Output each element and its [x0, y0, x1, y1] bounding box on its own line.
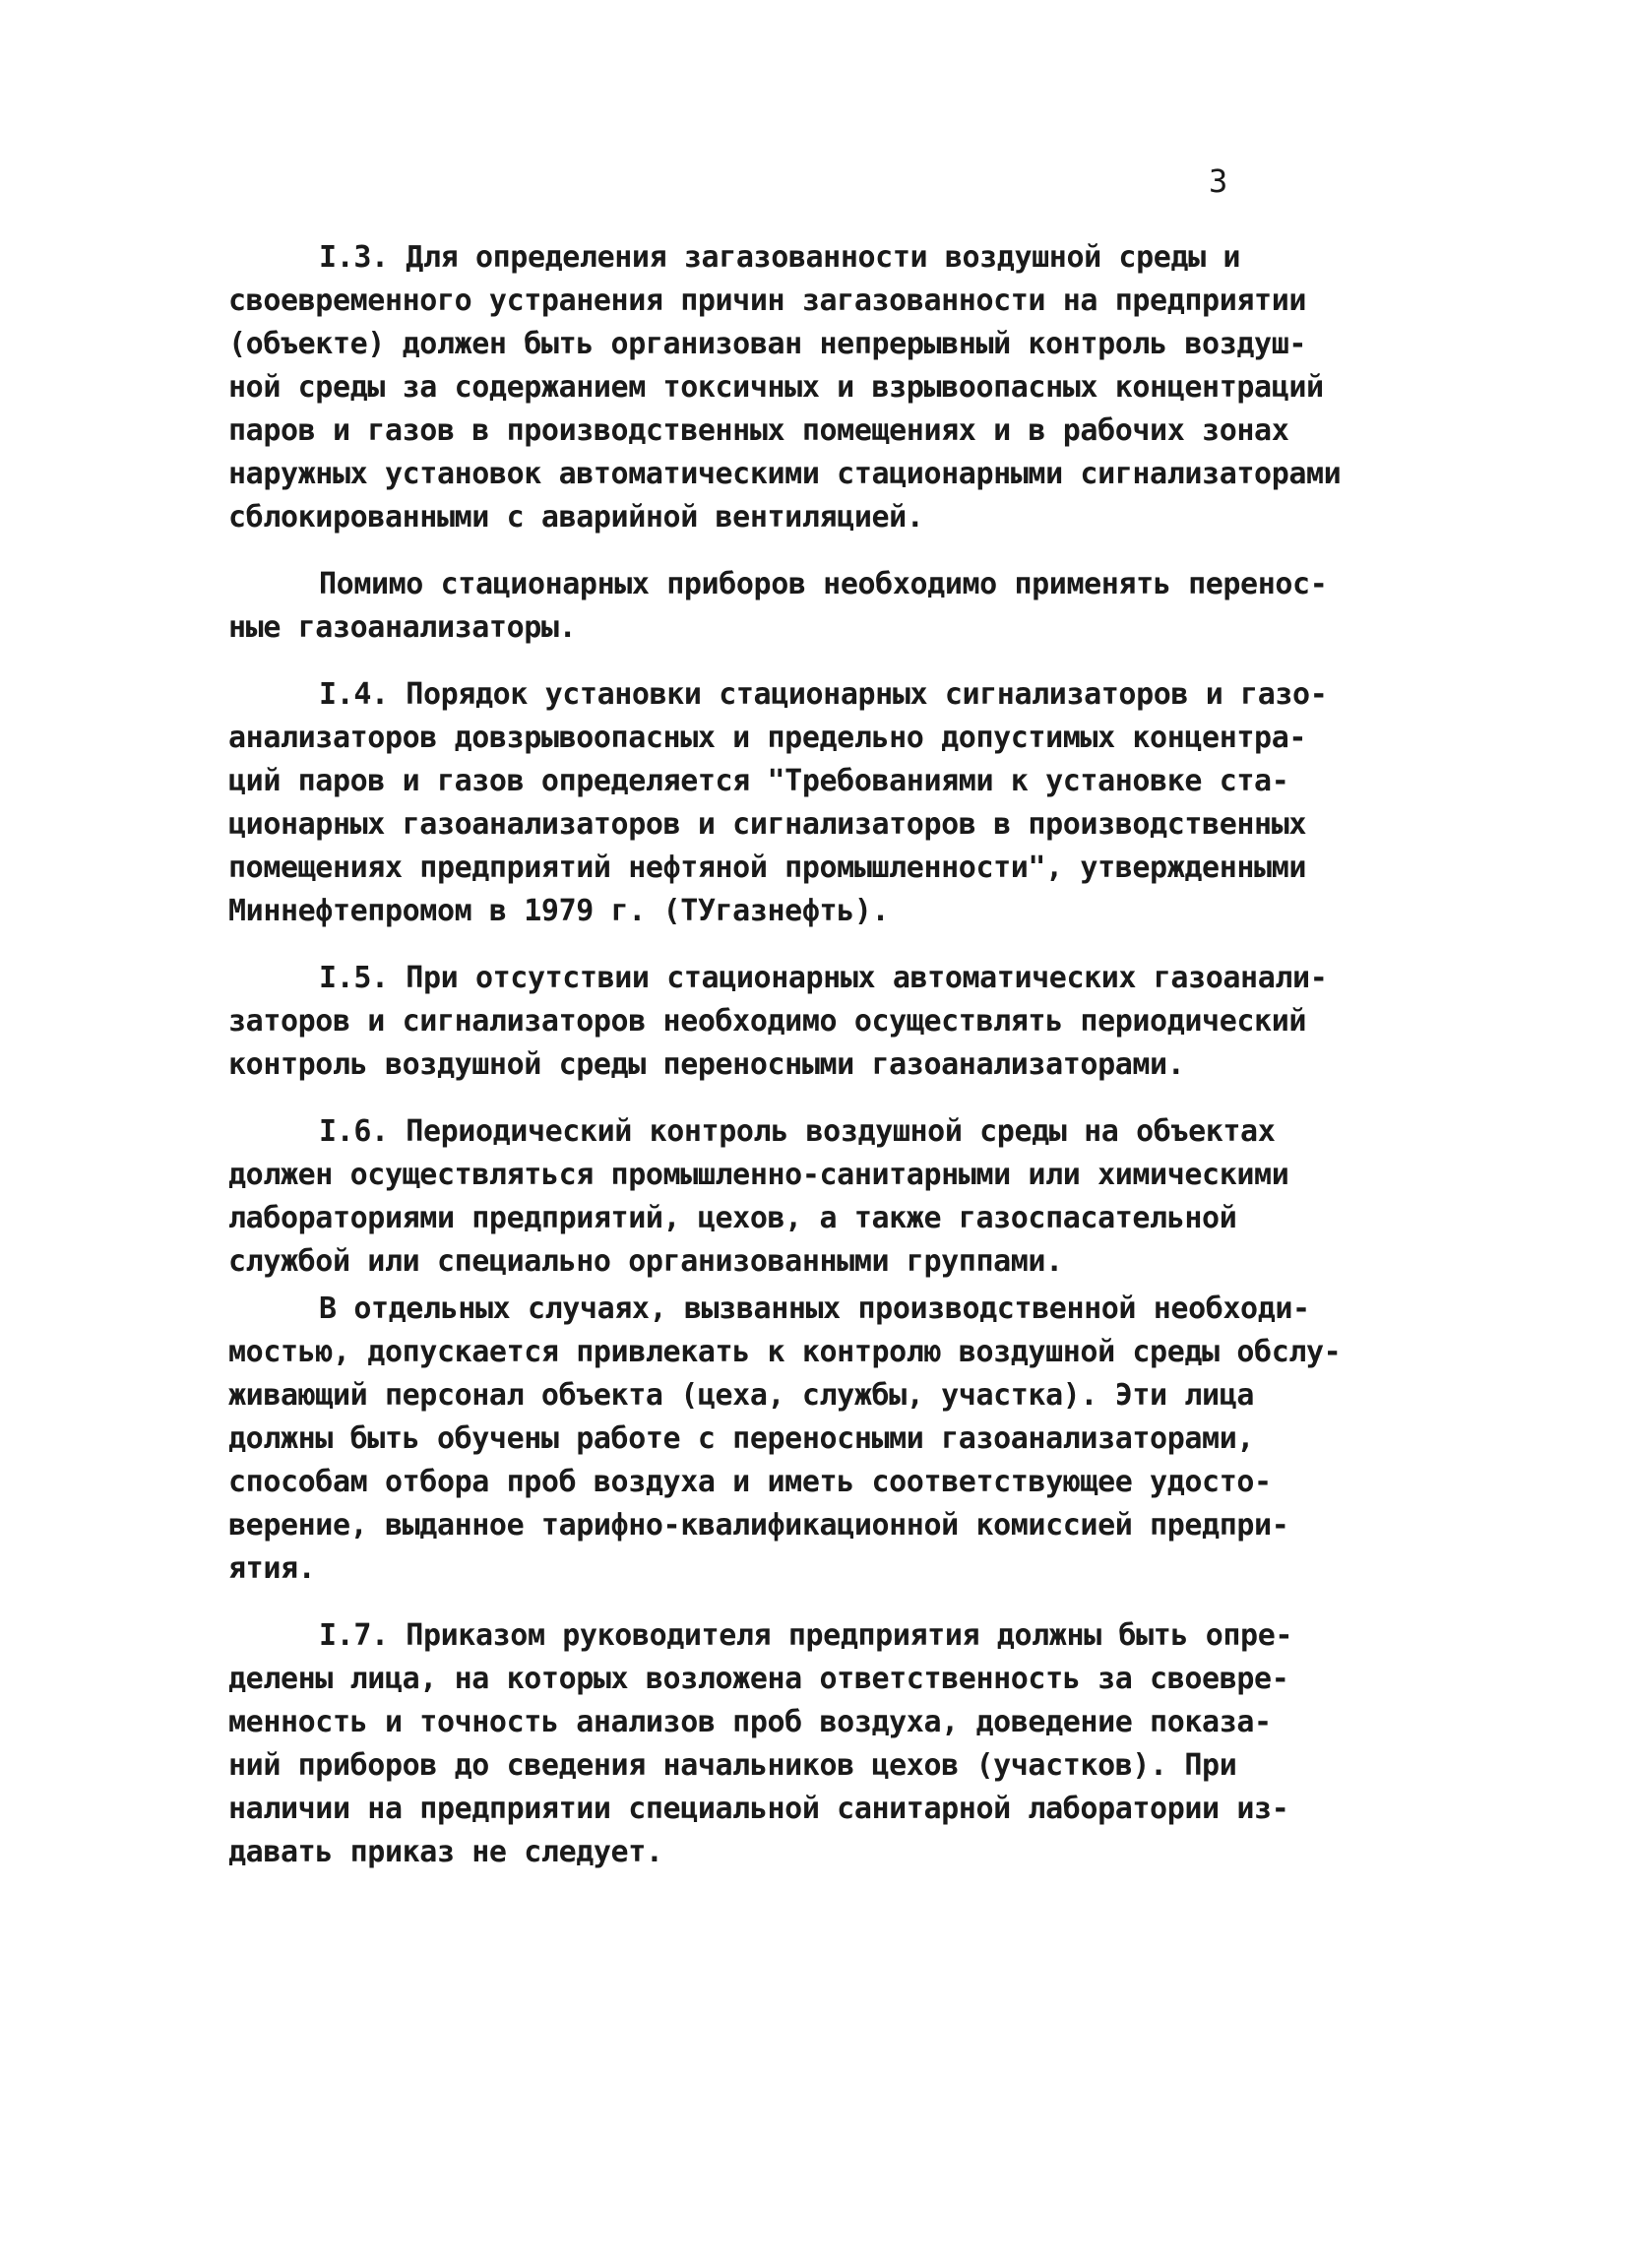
- text-line: наружных установок автоматическими стационарными сигнализаторами: [228, 457, 1342, 491]
- text-line: ционарных газоанализаторов и сигнализаторов в производственных: [228, 807, 1307, 842]
- text-line: I.4. Порядок установки стационарных сигнализаторов и газо-: [319, 677, 1328, 712]
- text-line: давать приказ не следует.: [228, 1835, 663, 1869]
- text-line: службой или специально организованными группами.: [228, 1244, 1063, 1279]
- text-line: должен осуществляться промышленно-санитарными или химическими: [228, 1158, 1289, 1192]
- text-line: Миннефтепромом в 1979 г. (ТУгазнефть).: [228, 894, 890, 928]
- page-number: 3: [1209, 162, 1228, 200]
- text-line: живающий персонал объекта (цеха, службы, участка). Эти лица: [228, 1378, 1255, 1413]
- text-line: I.3. Для определения загазованности воздушной среды и: [319, 240, 1241, 275]
- text-line: анализаторов довзрывоопасных и предельно допустимых концентра-: [228, 721, 1307, 755]
- paragraph-1-6: [228, 1110, 1390, 1284]
- text-line: Помимо стационарных приборов необходимо применять перенос-: [319, 567, 1328, 601]
- text-line: I.6. Периодический контроль воздушной среды на объектах: [319, 1114, 1276, 1149]
- text-line: менность и точность анализов проб воздуха, доведение показа-: [228, 1705, 1272, 1739]
- text-line: ятия.: [228, 1551, 316, 1586]
- text-line: лабораториями предприятий, цехов, а также газоспасательной: [228, 1201, 1237, 1235]
- text-line: помещениях предприятий нефтяной промышленности", утвержденными: [228, 850, 1307, 885]
- text-line: ций паров и газов определяется "Требованиями к установке ста-: [228, 764, 1289, 798]
- text-line: своевременного устранения причин загазованности на предприятии: [228, 284, 1307, 318]
- text-line: ные газоанализаторы.: [228, 610, 577, 645]
- text-line: должны быть обучены работе с переносными газоанализаторами,: [228, 1421, 1255, 1456]
- text-line: способам отбора проб воздуха и иметь соответствующее удосто-: [228, 1465, 1272, 1499]
- body-text: [228, 236, 1390, 1898]
- text-line: верение, выданное тарифно-квалификационной комиссией предпри-: [228, 1508, 1289, 1543]
- paragraph-1-3: [228, 236, 1390, 539]
- text-line: В отдельных случаях, вызванных производственной необходи-: [319, 1292, 1310, 1326]
- text-line: наличии на предприятии специальной санитарной лаборатории из-: [228, 1792, 1289, 1826]
- text-line: ной среды за содержанием токсичных и взрывоопасных концентраций: [228, 370, 1324, 405]
- text-line: (объекте) должен быть организован непрерывный контроль воздуш-: [228, 327, 1307, 361]
- paragraph-1-7: [228, 1614, 1390, 1874]
- paragraph-1-5: [228, 957, 1390, 1087]
- text-line: I.5. При отсутствии стационарных автоматических газоанали-: [319, 961, 1328, 995]
- text-line: контроль воздушной среды переносными газоанализаторами.: [228, 1047, 1185, 1082]
- paragraph-portable-analyzers: [228, 563, 1390, 650]
- text-line: паров и газов в производственных помещениях и в рабочих зонах: [228, 413, 1289, 448]
- text-line: ний приборов до сведения начальников цехов (участков). При: [228, 1748, 1237, 1783]
- paragraph-separate-cases: [228, 1288, 1390, 1591]
- text-line: делены лица, на которых возложена ответственность за своевре-: [228, 1662, 1289, 1696]
- text-line: сблокированными с аварийной вентиляцией.: [228, 500, 924, 535]
- text-line: I.7. Приказом руководителя предприятия должны быть опре-: [319, 1618, 1293, 1653]
- text-line: мостью, допускается привлекать к контролю воздушной среды обслу-: [228, 1335, 1342, 1369]
- text-line: заторов и сигнализаторов необходимо осуществлять периодический: [228, 1004, 1307, 1039]
- paragraph-1-4: [228, 673, 1390, 933]
